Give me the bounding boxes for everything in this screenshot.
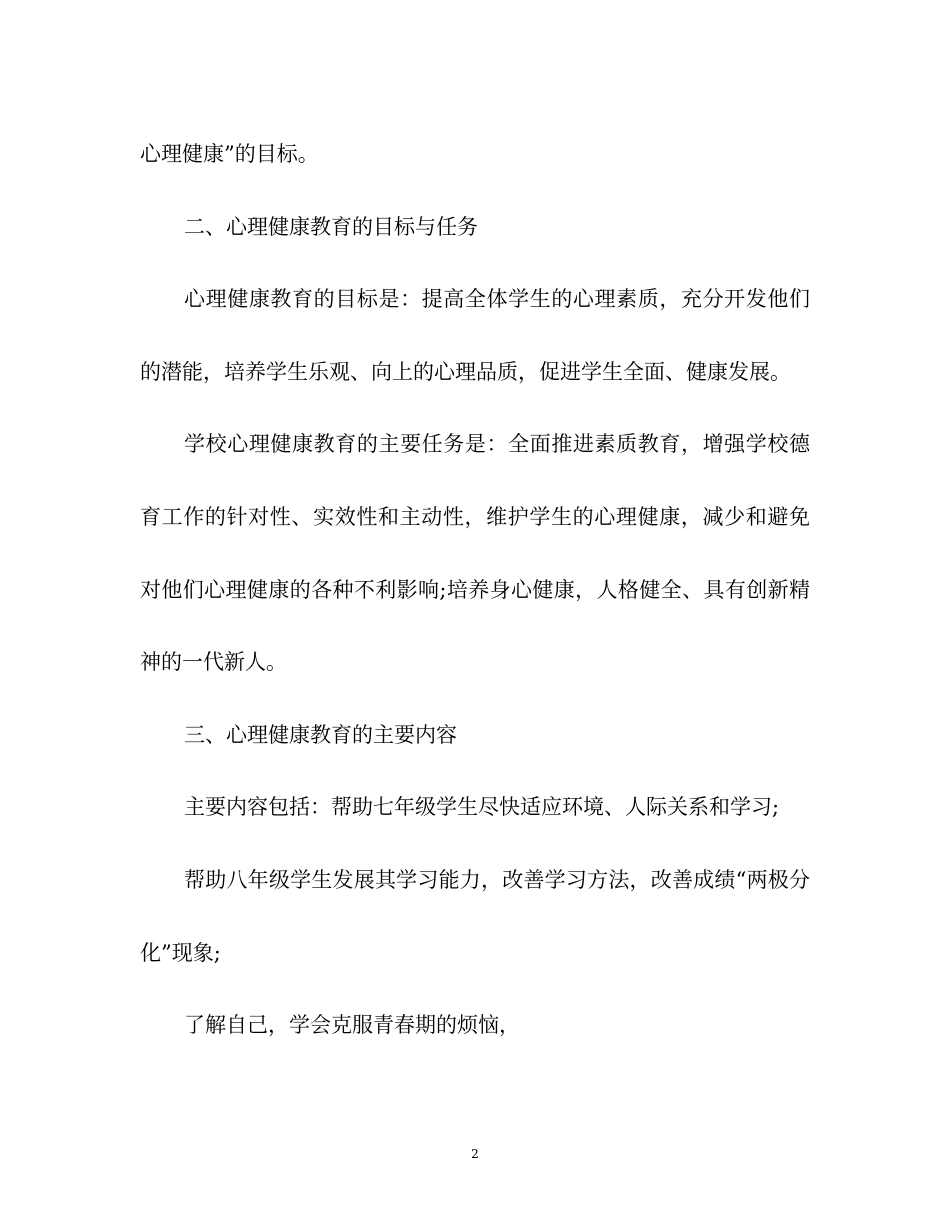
paragraph-grade-seven: 主要内容包括：帮助七年级学生尽快适应环境、人际关系和学习;: [184, 795, 780, 820]
page-number: 2: [471, 1147, 479, 1161]
paragraph-self-understanding: 了解自己，学会克服青春期的烦恼，: [184, 1013, 520, 1038]
section-heading-goals-and-tasks: 二、心理健康教育的目标与任务: [184, 214, 478, 239]
paragraph-grade-eight: 帮助八年级学生发展其学习能力，改善学习方法，改善成绩“两极分化”现象;: [140, 867, 810, 965]
body-text: [140, 118, 810, 1062]
paragraph-education-goal: 心理健康教育的目标是：提高全体学生的心理素质，充分开发他们的潜能，培养学生乐观、向上的心理品质，促进学生全面、健康发展。: [140, 287, 810, 384]
paragraph-continuation: 心理健康”的目标。: [140, 142, 319, 166]
section-heading-main-content: 三、心理健康教育的主要内容: [184, 722, 457, 747]
paragraph-main-tasks: 学校心理健康教育的主要任务是：全面推进素质教育，增强学校德育工作的针对性、实效性和主动性，维护学生的心理健康，减少和避免对他们心理健康的各种不利影响;培养身心健康，人格健全、具有创新精神的一代新人。: [140, 432, 810, 675]
